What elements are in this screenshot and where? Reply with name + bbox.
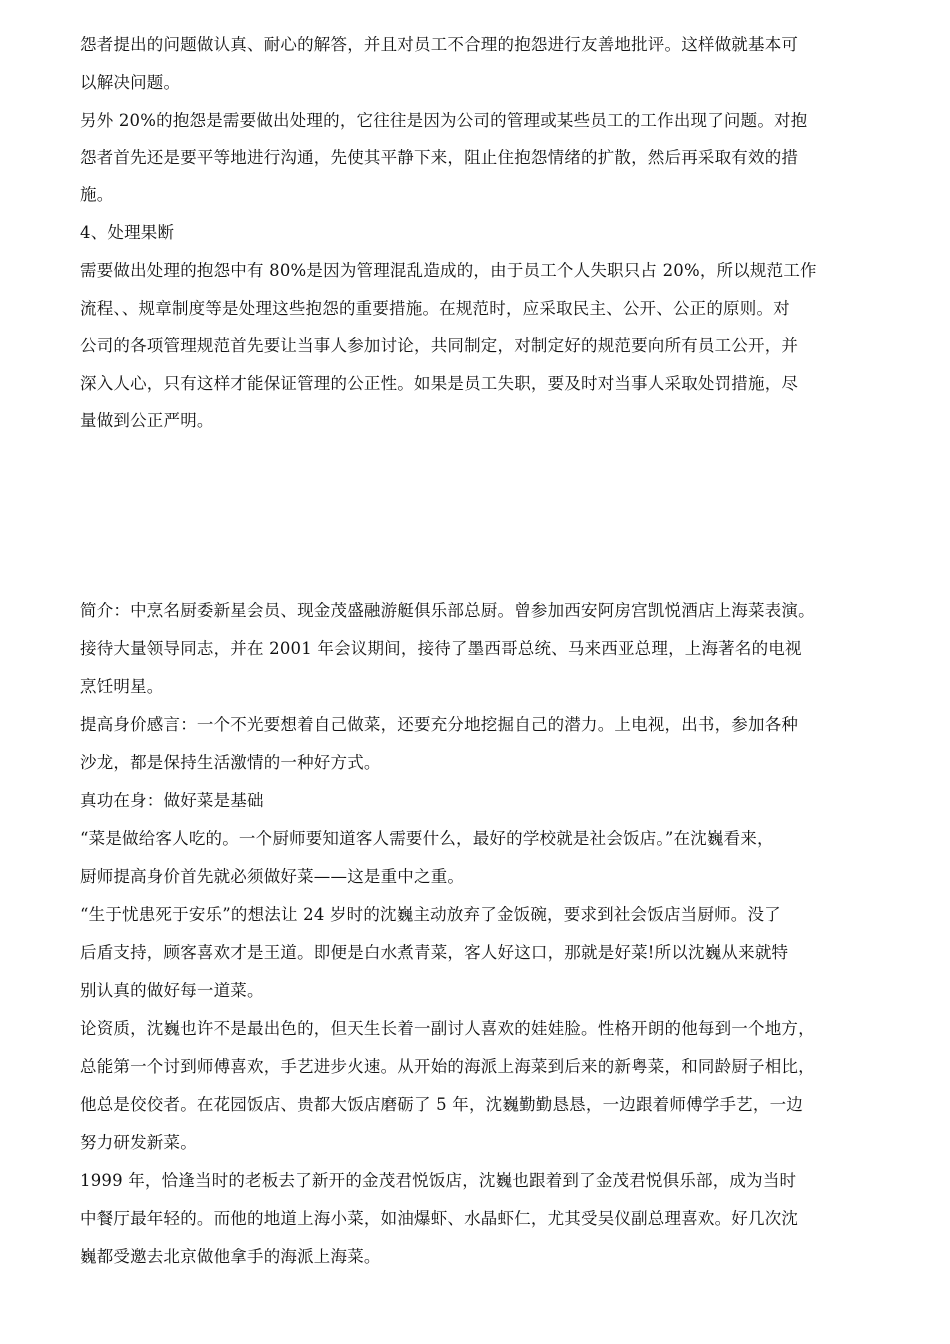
text-line: 接待大量领导同志，并在 2001 年会议期间，接待了墨西哥总统、马来西亚总理，上海著名的电视 [80,639,802,658]
text-line: 别认真的做好每一道菜。 [80,981,264,1000]
text-line: 流程、、规章制度等是处理这些抱怨的重要措施。在规范时，应采取民主、公开、公正的原则。对 [80,299,790,318]
text-line: 厨师提高身价首先就必须做好菜——这是重中之重。 [80,867,465,886]
section-heading: 4、处理果断 [80,223,175,242]
text-line: 深入人心，只有这样才能保证管理的公正性。如果是员工失职，要及时对当事人采取处罚措施，尽 [80,374,799,393]
text-line: 提高身价感言：一个不光要想着自己做菜，还要充分地挖掘自己的潜力。上电视，出书，参加各种 [80,715,799,734]
text-line: 后盾支持，顾客喜欢才是王道。即便是白水煮青菜，客人好这口，那就是好菜!所以沈巍从来就特 [80,943,789,962]
text-line: 怨者提出的问题做认真、耐心的解答，并且对员工不合理的抱怨进行友善地批评。这样做就基本可 [80,35,799,54]
text-line: 他总是佼佼者。在花园饭店、贵都大饭店磨砺了 5 年，沈巍勤勤恳恳，一边跟着师傅学手艺，一边 [80,1095,803,1114]
text-line: 以解决问题。 [80,73,181,92]
text-line: 巍都受邀去北京做他拿手的海派上海菜。 [80,1247,381,1266]
text-line: 另外 20%的抱怨是需要做出处理的，它往往是因为公司的管理或某些员工的工作出现了问题。对抱 [80,111,808,130]
section-heading: 真功在身：做好菜是基础 [80,791,264,810]
text-line: 简介：中烹名厨委新星会员、现金茂盛融游艇俱乐部总厨。曾参加西安阿房宫凯悦酒店上海菜表演。 [80,601,815,620]
text-line: 烹饪明星。 [80,677,164,696]
text-line: “生于忧患死于安乐”的想法让 24 岁时的沈巍主动放弃了金饭碗，要求到社会饭店当厨师。没了 [80,905,781,924]
text-line: 论资质，沈巍也许不是最出色的，但天生长着一副讨人喜欢的娃娃脸。性格开朗的他每到一个地方， [80,1019,815,1038]
text-line: 中餐厅最年轻的。而他的地道上海小菜，如油爆虾、水晶虾仁，尤其受吴仪副总理喜欢。好几次沈 [80,1209,799,1228]
text-line: 怨者首先还是要平等地进行沟通，先使其平静下来，阻止住抱怨情绪的扩散，然后再采取有效的措 [80,148,799,167]
text-line: “菜是做给客人吃的。一个厨师要知道客人需要什么，最好的学校就是社会饭店。”在沈巍看来， [80,829,774,848]
text-line: 施。 [80,185,114,204]
text-line: 量做到公正严明。 [80,411,214,430]
text-line: 需要做出处理的抱怨中有 80%是因为管理混乱造成的，由于员工个人失职只占 20%，所以规范工作 [80,261,817,280]
text-line: 努力研发新菜。 [80,1133,197,1152]
text-line: 沙龙，都是保持生活激情的一种好方式。 [80,753,381,772]
text-line: 公司的各项管理规范首先要让当事人参加讨论，共同制定，对制定好的规范要向所有员工公开，并 [80,336,799,355]
text-line: 总能第一个讨到师傅喜欢，手艺进步火速。从开始的海派上海菜到后来的新粤菜，和同龄厨子相比， [80,1057,815,1076]
text-line: 1999 年，恰逢当时的老板去了新开的金茂君悦饭店，沈巍也跟着到了金茂君悦俱乐部，成为当时 [80,1171,797,1190]
